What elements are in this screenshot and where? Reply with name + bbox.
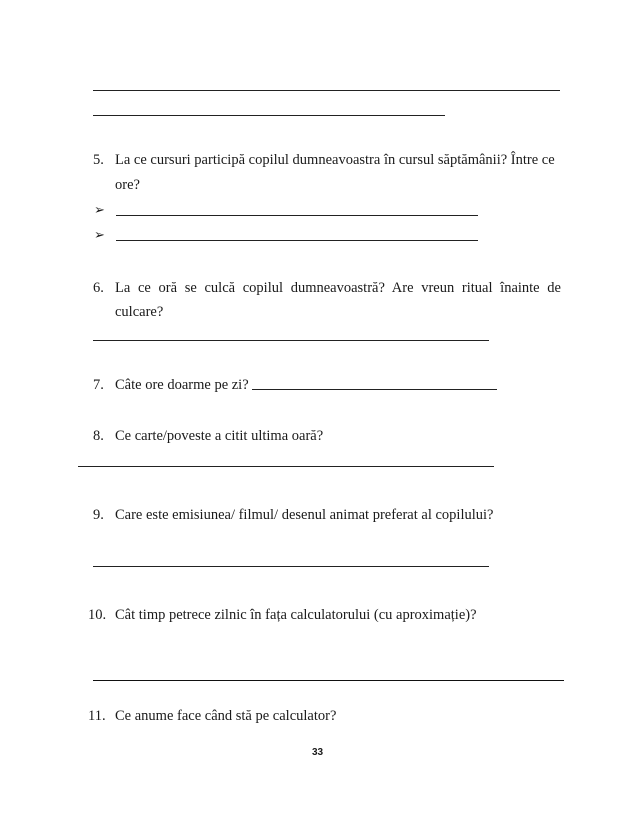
question-7-number: 7.: [93, 377, 104, 393]
question-8-text: Ce carte/poveste a citit ultima oară?: [115, 428, 324, 444]
question-text: La ce cursuri participă copilul dumneavoastra în cursul săptămânii? Între ce: [115, 152, 555, 168]
question-6-number: 6.: [93, 280, 104, 296]
answer-line: [116, 240, 478, 241]
answer-line: [93, 340, 489, 341]
page-number: 33: [312, 747, 324, 758]
question-9-text: Care este emisiunea/ filmul/ desenul animat preferat al copilului?: [115, 507, 494, 523]
question-9-number: 9.: [93, 507, 104, 523]
question-text: ore?: [115, 177, 140, 193]
question-text: La ce oră se culcă copilul dumneavoastră? Are vreun ritual înainte de: [115, 280, 561, 296]
answer-line: [116, 215, 478, 216]
question-number: 5.: [93, 152, 104, 168]
question-11-text: Ce anume face când stă pe calculator?: [115, 708, 337, 724]
question-10-number: 10.: [88, 607, 107, 623]
bullet-arrow-icon: ➢: [94, 228, 105, 243]
bullet-arrow-icon: ➢: [94, 203, 105, 218]
question-6-text-cont: culcare?: [115, 304, 164, 320]
question-10-text: Cât timp petrece zilnic în fața calculatorului (cu aproximație)?: [115, 607, 477, 623]
question-8-number: 8.: [93, 428, 104, 444]
answer-line: [93, 90, 560, 91]
question-6-text: [115, 279, 561, 297]
answer-line: [93, 566, 489, 567]
answer-line: [78, 466, 494, 467]
question-7-text: Câte ore doarme pe zi?: [115, 377, 249, 393]
answer-line: [93, 680, 564, 681]
answer-line: [93, 115, 445, 116]
question-11-number: 11.: [88, 708, 106, 724]
question-5-text-cont: [115, 176, 140, 194]
question-5-text: [115, 151, 555, 169]
answer-line: [252, 389, 497, 390]
